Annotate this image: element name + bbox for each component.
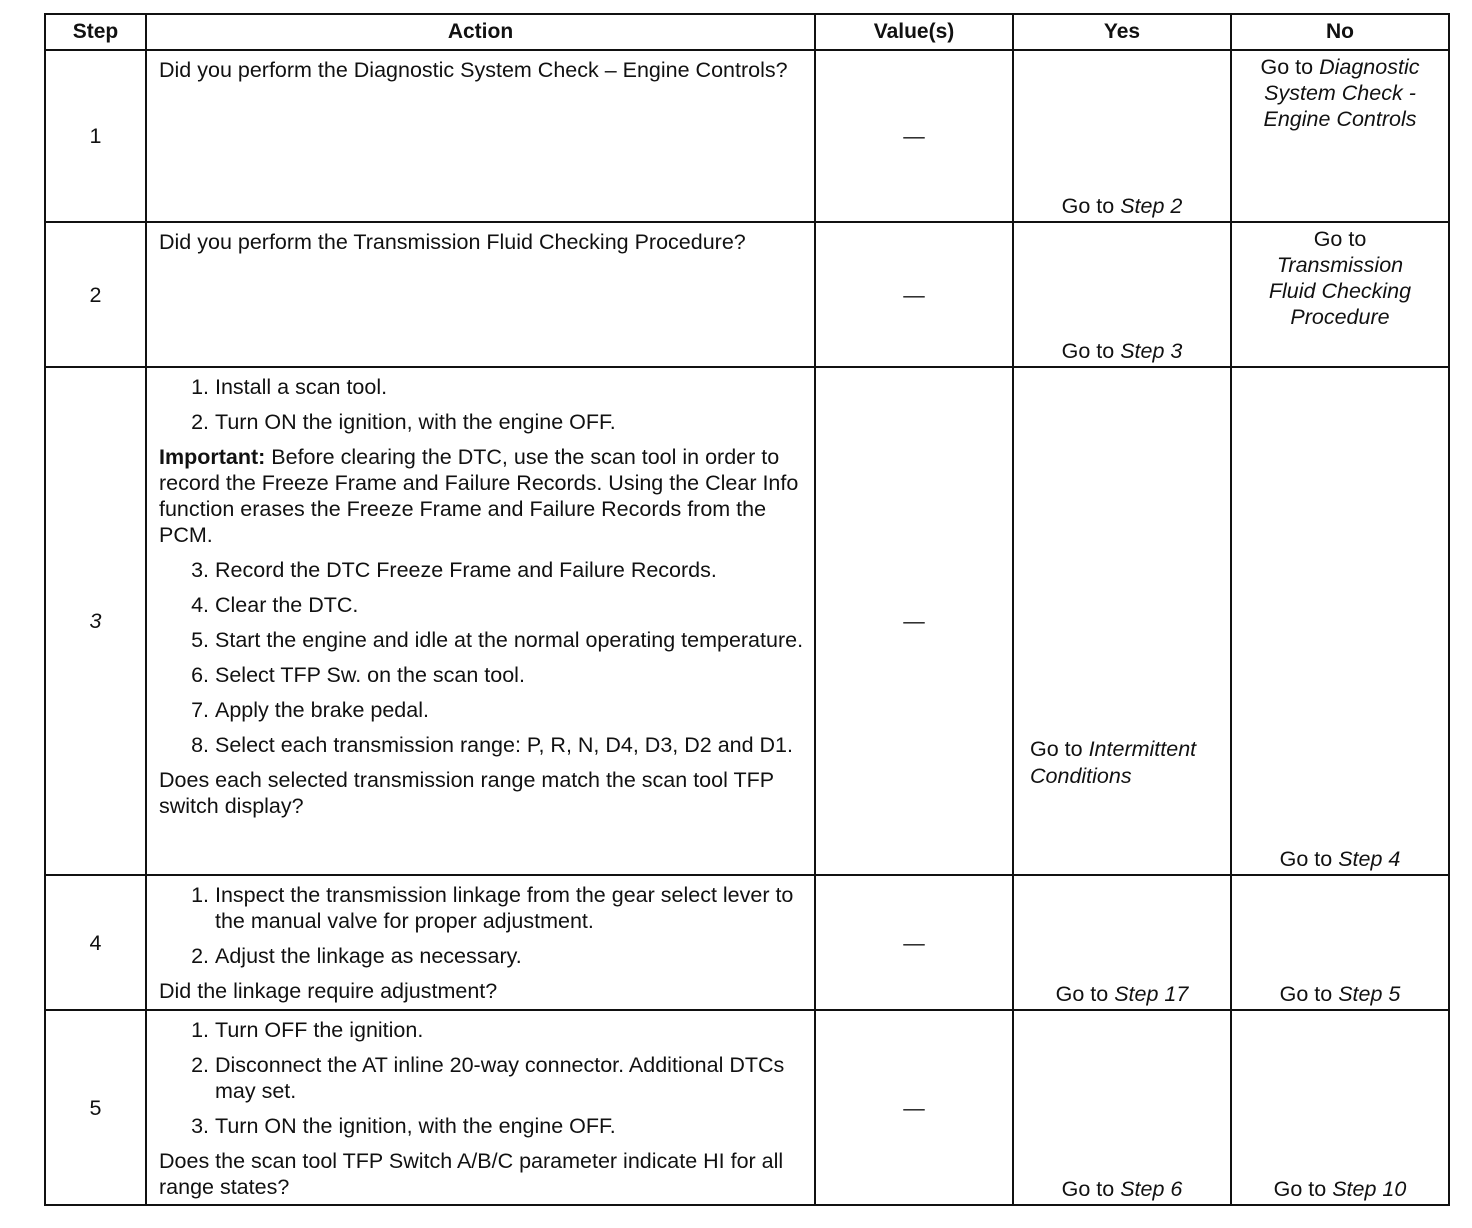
- action-cell: [146, 875, 815, 1010]
- no-goto: Go to Transmission Fluid Checking Procedure: [1268, 227, 1412, 329]
- action-question: Does the scan tool TFP Switch A/B/C parameter indicate HI for all range states?: [159, 1149, 784, 1199]
- value-cell: —: [815, 367, 1013, 875]
- list-item: 5. Start the engine and idle at the normal operating temperature.: [191, 628, 804, 652]
- action-list: [159, 882, 804, 969]
- action-cell: [146, 1010, 815, 1205]
- list-item: 2. Adjust the linkage as necessary.: [191, 944, 522, 968]
- header-yes: Yes: [1013, 14, 1231, 50]
- yes-cell: [1013, 367, 1231, 875]
- header-values: Value(s): [815, 14, 1013, 50]
- value-cell: —: [815, 875, 1013, 1010]
- no-cell: [1231, 1010, 1449, 1205]
- list-item: 1. Install a scan tool.: [191, 375, 388, 399]
- important-note: Important: Before clearing the DTC, use the scan tool in order to record the Freeze Frame and Failure Records. Using the Clear Info function erases the Freeze Frame and Failure Records from the PCM.: [159, 445, 799, 547]
- value-cell: —: [815, 50, 1013, 222]
- action-question: Does each selected transmission range match the scan tool TFP switch display?: [159, 768, 774, 818]
- table-row-step-1: [45, 50, 1449, 222]
- no-cell: [1231, 50, 1449, 222]
- action-list-a: [159, 374, 804, 435]
- step-number: 5: [45, 1010, 146, 1205]
- step-number: 4: [45, 875, 146, 1010]
- action-list-b: [159, 557, 804, 758]
- list-item: 1. Inspect the transmission linkage from the gear select lever to the manual valve for proper adjustment.: [191, 883, 794, 933]
- yes-cell: [1013, 875, 1231, 1010]
- step-number: 1: [45, 50, 146, 222]
- action-cell: [146, 367, 815, 875]
- step-number: 3: [45, 367, 146, 875]
- action-cell: [146, 50, 815, 222]
- no-goto: Go to Step 4: [1279, 847, 1401, 871]
- no-cell: [1231, 875, 1449, 1010]
- action-list: [159, 1017, 804, 1139]
- diagnostic-table: [44, 13, 1450, 1206]
- yes-goto: Go to Step 3: [1061, 339, 1183, 363]
- action-question: Did the linkage require adjustment?: [159, 979, 498, 1003]
- no-cell: [1231, 222, 1449, 367]
- header-action: Action: [146, 14, 815, 50]
- list-item: 2. Disconnect the AT inline 20-way connector. Additional DTCs may set.: [191, 1053, 785, 1103]
- table-row-step-4: [45, 875, 1449, 1010]
- yes-cell: [1013, 1010, 1231, 1205]
- no-goto: Go to Diagnostic System Check - Engine Controls: [1260, 55, 1420, 131]
- yes-cell: [1013, 50, 1231, 222]
- step-number: 2: [45, 222, 146, 367]
- list-item: 6. Select TFP Sw. on the scan tool.: [191, 663, 525, 687]
- yes-goto: Go to Step 2: [1061, 194, 1183, 218]
- yes-goto: Go to Step 17: [1055, 982, 1189, 1006]
- yes-cell: [1013, 222, 1231, 367]
- list-item: 2. Turn ON the ignition, with the engine OFF.: [191, 410, 616, 434]
- no-goto: Go to Step 10: [1273, 1177, 1407, 1201]
- value-cell: —: [815, 1010, 1013, 1205]
- action-cell: [146, 222, 815, 367]
- no-goto: Go to Step 5: [1279, 982, 1401, 1006]
- list-item: 3. Turn ON the ignition, with the engine OFF.: [191, 1114, 616, 1138]
- value-cell: —: [815, 222, 1013, 367]
- list-item: 4. Clear the DTC.: [191, 593, 359, 617]
- table-row-step-3: [45, 367, 1449, 875]
- action-question: Did you perform the Diagnostic System Check – Engine Controls?: [159, 58, 788, 82]
- list-item: 3. Record the DTC Freeze Frame and Failure Records.: [191, 558, 717, 582]
- table-row-step-2: [45, 222, 1449, 367]
- no-cell: [1231, 367, 1449, 875]
- table-header-row: [45, 14, 1449, 50]
- header-step: Step: [45, 14, 146, 50]
- list-item: 1. Turn OFF the ignition.: [191, 1018, 424, 1042]
- yes-goto: Go to Step 6: [1061, 1177, 1183, 1201]
- action-question: Did you perform the Transmission Fluid Checking Procedure?: [159, 230, 746, 254]
- table-row-step-5: [45, 1010, 1449, 1205]
- list-item: 8. Select each transmission range: P, R, N, D4, D3, D2 and D1.: [191, 733, 793, 757]
- yes-goto: Go to Intermittent Conditions: [1030, 737, 1197, 788]
- header-no: No: [1231, 14, 1449, 50]
- list-item: 7. Apply the brake pedal.: [191, 698, 429, 722]
